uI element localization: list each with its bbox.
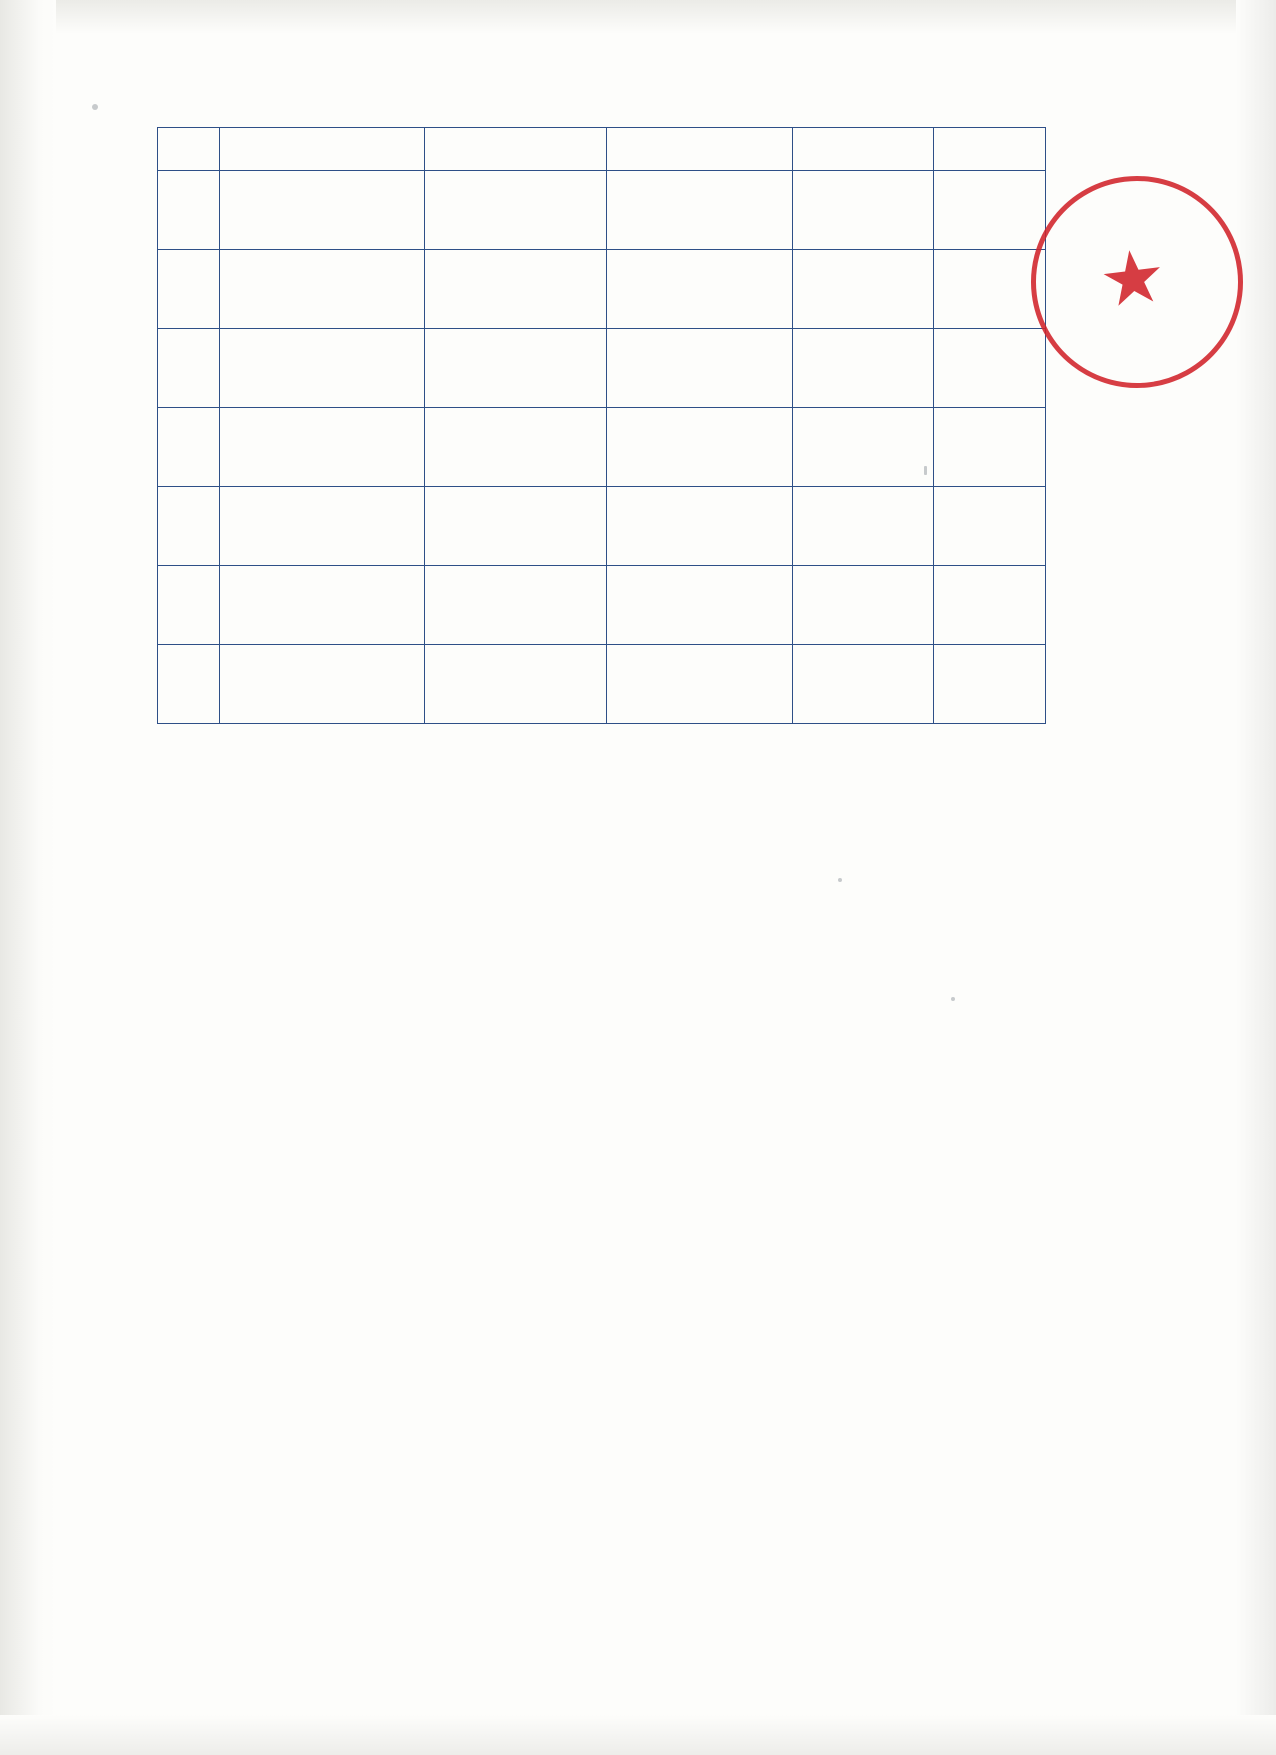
scan-edge-top <box>0 0 1276 34</box>
column-header-method <box>607 128 793 171</box>
cell-result <box>793 408 934 487</box>
official-seal-stamp <box>1019 164 1255 400</box>
cell-method <box>607 171 793 250</box>
cell-standard <box>425 487 607 566</box>
cell-judgement <box>934 645 1046 724</box>
column-header-judgement <box>934 128 1046 171</box>
cell-standard <box>425 329 607 408</box>
cell-item <box>220 329 425 408</box>
cell-item <box>220 171 425 250</box>
scan-edge-right <box>1236 0 1276 1755</box>
scan-speck <box>92 104 98 110</box>
column-header-no <box>158 128 220 171</box>
scan-edge-left <box>0 0 56 1755</box>
cell-method <box>607 487 793 566</box>
cell-result <box>793 171 934 250</box>
table-row <box>158 250 1046 329</box>
cell-no <box>158 487 220 566</box>
cell-no <box>158 645 220 724</box>
cell-no <box>158 408 220 487</box>
cell-no <box>158 566 220 645</box>
cell-result <box>793 250 934 329</box>
table-row <box>158 566 1046 645</box>
cell-no <box>158 250 220 329</box>
seal-code <box>1043 358 1253 384</box>
table-row <box>158 645 1046 724</box>
cell-judgement <box>934 329 1046 408</box>
scan-speck <box>838 878 842 882</box>
cell-standard <box>425 645 607 724</box>
cell-result <box>793 566 934 645</box>
cell-standard <box>425 171 607 250</box>
cell-result <box>793 645 934 724</box>
cell-method <box>607 645 793 724</box>
cell-judgement <box>934 566 1046 645</box>
cell-judgement <box>934 408 1046 487</box>
cell-judgement <box>934 171 1046 250</box>
table-row <box>158 171 1046 250</box>
cell-standard <box>425 408 607 487</box>
table-row <box>158 487 1046 566</box>
cell-item <box>220 408 425 487</box>
cell-result <box>793 329 934 408</box>
column-header-standard <box>425 128 607 171</box>
seal-arc-text <box>1019 164 1255 400</box>
column-header-item <box>220 128 425 171</box>
cell-standard <box>425 250 607 329</box>
cell-no <box>158 171 220 250</box>
cell-method <box>607 566 793 645</box>
cell-method <box>607 250 793 329</box>
cell-method <box>607 408 793 487</box>
cell-no <box>158 329 220 408</box>
cell-item <box>220 645 425 724</box>
cell-item <box>220 566 425 645</box>
cell-standard <box>425 566 607 645</box>
cell-item <box>220 250 425 329</box>
test-results-table <box>157 127 1046 724</box>
seal-ring <box>1019 164 1255 400</box>
cell-result <box>793 487 934 566</box>
table-row <box>158 329 1046 408</box>
scan-edge-bottom <box>0 1715 1276 1755</box>
column-header-result <box>793 128 934 171</box>
cell-item <box>220 487 425 566</box>
cell-method <box>607 329 793 408</box>
cell-judgement <box>934 250 1046 329</box>
scan-speck <box>951 997 955 1001</box>
table-row <box>158 408 1046 487</box>
table-header-row <box>158 128 1046 171</box>
cell-judgement <box>934 487 1046 566</box>
